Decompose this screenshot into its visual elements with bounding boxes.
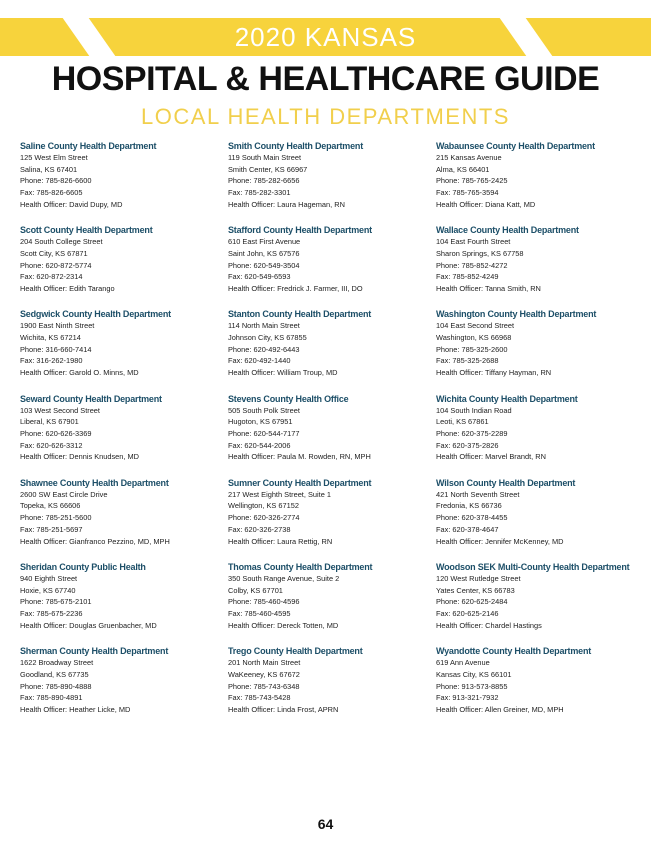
entry-fax: Fax: 785-890-4891 <box>20 693 83 703</box>
entry-city: Leoti, KS 67861 <box>436 417 489 427</box>
entry-health-officer: Health Officer: Laura Hageman, RN <box>228 199 345 209</box>
entry-health-officer: Health Officer: Dennis Knudsen, MD <box>20 452 139 462</box>
entry-address: 1622 Broadway Street <box>20 658 94 668</box>
entry-health-officer: Health Officer: David Dupy, MD <box>20 199 123 209</box>
entry-city: Goodland, KS 67735 <box>20 669 89 679</box>
section-subtitle: LOCAL HEALTH DEPARTMENTS <box>141 104 510 129</box>
department-name: Stafford County Health Department <box>228 225 372 236</box>
department-name: Stanton County Health Department <box>228 309 372 320</box>
entry-phone: Phone: 785-743-6348 <box>228 681 300 691</box>
department-entry <box>436 477 650 561</box>
entry-health-officer: Health Officer: Allen Greiner, MD, MPH <box>436 704 564 714</box>
entry-health-officer: Health Officer: Fredrick J. Farmer, III, DO <box>228 284 363 293</box>
entry-health-officer: Health Officer: Tiffany Hayman, RN <box>436 368 552 378</box>
entry-city: Topeka, KS 66606 <box>20 501 81 511</box>
entry-phone: Phone: 316-660-7414 <box>20 344 92 354</box>
department-name: Wyandotte County Health Department <box>436 646 592 657</box>
entry-fax: Fax: 620-375-2826 <box>436 440 499 450</box>
entry-city: Wellington, KS 67152 <box>228 501 299 511</box>
entry-fax: Fax: 620-492-1440 <box>228 356 291 366</box>
department-name: Stevens County Health Office <box>228 393 349 404</box>
entry-address: 114 North Main Street <box>228 321 300 331</box>
entry-phone: Phone: 620-375-2289 <box>436 428 508 438</box>
entry-address: 103 West Second Street <box>20 405 100 415</box>
entry-address: 125 West Elm Street <box>20 153 88 162</box>
department-name: Sheridan County Public Health <box>20 561 146 572</box>
entry-fax: Fax: 785-675-2236 <box>20 609 83 619</box>
entry-address: 120 West Rutledge Street <box>436 573 521 583</box>
entry-phone: Phone: 785-251-5600 <box>20 513 92 523</box>
entry-fax: Fax: 620-544-2006 <box>228 440 291 450</box>
department-entry <box>20 393 234 477</box>
entry-health-officer: Health Officer: Heather Licke, MD <box>20 704 131 714</box>
entry-phone: Phone: 785-460-4596 <box>228 597 300 607</box>
department-name: Smith County Health Department <box>228 141 364 151</box>
department-name: Sherman County Health Department <box>20 646 169 657</box>
entry-phone: Phone: 785-282-6656 <box>228 176 300 186</box>
department-name: Seward County Health Department <box>20 393 162 404</box>
entry-phone: Phone: 620-626-3369 <box>20 428 92 438</box>
entry-city: Hugoton, KS 67951 <box>228 417 293 427</box>
department-entry <box>228 645 442 729</box>
entry-address: 215 Kansas Avenue <box>436 153 502 162</box>
entry-city: WaKeeney, KS 67672 <box>228 669 300 679</box>
entry-fax: Fax: 913-321-7932 <box>436 693 499 703</box>
entry-fax: Fax: 620-326-2738 <box>228 524 291 534</box>
entry-health-officer: Health Officer: Tanna Smith, RN <box>436 284 541 293</box>
entry-phone: Phone: 913-573-8855 <box>436 681 508 691</box>
entry-health-officer: Health Officer: Jennifer McKenney, MD <box>436 536 564 546</box>
entry-address: 619 Ann Avenue <box>436 658 490 668</box>
entry-fax: Fax: 620-626-3312 <box>20 440 83 450</box>
department-name: Wallace County Health Department <box>436 225 579 236</box>
entry-address: 940 Eighth Street <box>20 573 78 583</box>
department-name: Sedgwick County Health Department <box>20 309 171 320</box>
entry-phone: Phone: 620-549-3504 <box>228 260 300 270</box>
entry-fax: Fax: 620-625-2146 <box>436 609 499 619</box>
entry-fax: Fax: 620-378-4647 <box>436 524 499 534</box>
department-entry <box>228 393 442 477</box>
department-entry <box>436 393 650 477</box>
department-name: Scott County Health Department <box>20 225 153 236</box>
entry-fax: Fax: 316-262-1980 <box>20 356 83 366</box>
entry-address: 104 East Second Street <box>436 321 515 331</box>
department-entry <box>228 308 442 392</box>
entry-phone: Phone: 620-326-2774 <box>228 513 300 523</box>
entry-phone: Phone: 620-872-5774 <box>20 260 92 270</box>
entry-address: 421 North Seventh Street <box>436 489 520 499</box>
entry-address: 119 South Main Street <box>228 153 301 162</box>
entry-fax: Fax: 785-325-2688 <box>436 356 499 366</box>
entry-fax: Fax: 785-282-3301 <box>228 188 291 198</box>
entry-fax: Fax: 785-826-6605 <box>20 188 83 198</box>
entry-fax: Fax: 785-765-3594 <box>436 188 499 198</box>
entry-address: 1900 East Ninth Street <box>20 321 95 331</box>
department-entry <box>20 561 234 645</box>
department-entry <box>228 477 442 561</box>
entry-city: Washington, KS 66968 <box>436 333 512 343</box>
entry-health-officer: Health Officer: William Troup, MD <box>228 368 338 378</box>
entry-health-officer: Health Officer: Diana Katt, MD <box>436 199 536 209</box>
entry-city: Sharon Springs, KS 67758 <box>436 248 524 258</box>
entry-fax: Fax: 785-251-5697 <box>20 524 83 534</box>
department-name: Thomas County Health Department <box>228 561 373 572</box>
department-entry <box>20 645 234 729</box>
entry-city: Wichita, KS 67214 <box>20 333 81 343</box>
department-entry <box>228 561 442 645</box>
entry-fax: Fax: 620-549-6593 <box>228 272 291 282</box>
entry-phone: Phone: 785-852-4272 <box>436 260 508 270</box>
entry-city: Yates Center, KS 66783 <box>436 585 515 595</box>
entry-health-officer: Health Officer: Garold O. Minns, MD <box>20 368 139 378</box>
entry-health-officer: Health Officer: Edith Tarango <box>20 284 115 293</box>
entry-city: Colby, KS 67701 <box>228 585 283 595</box>
department-entry <box>20 308 234 392</box>
page-title: HOSPITAL & HEALTHCARE GUIDE <box>51 60 600 98</box>
entry-phone: Phone: 785-890-4888 <box>20 681 92 691</box>
entry-address: 350 South Range Avenue, Suite 2 <box>228 573 340 583</box>
entry-phone: Phone: 620-378-4455 <box>436 513 508 523</box>
entry-address: 610 East First Avenue <box>228 237 301 247</box>
department-name: Trego County Health Department <box>228 646 363 657</box>
entry-address: 505 South Polk Street <box>228 405 300 415</box>
department-entry <box>228 140 442 224</box>
entry-health-officer: Health Officer: Laura Rettig, RN <box>228 536 333 546</box>
directory-column-2 <box>228 140 442 729</box>
entry-city: Liberal, KS 67901 <box>20 417 79 427</box>
department-name: Woodson SEK Multi-County Health Department <box>436 561 630 572</box>
department-entry <box>436 645 650 729</box>
entry-phone: Phone: 785-325-2600 <box>436 344 508 354</box>
page-number: 64 <box>317 816 334 832</box>
header-banner <box>0 18 651 56</box>
entry-city: Salina, KS 67401 <box>20 164 78 174</box>
entry-address: 204 South College Street <box>20 237 103 247</box>
entry-city: Fredonia, KS 66736 <box>436 501 502 511</box>
department-entry <box>436 224 650 308</box>
entry-health-officer: Health Officer: Chardel Hastings <box>436 620 542 630</box>
directory-column-3 <box>436 140 650 729</box>
entry-health-officer: Health Officer: Paula M. Rowden, RN, MPH <box>228 452 371 462</box>
entry-health-officer: Health Officer: Linda Frost, APRN <box>228 704 339 714</box>
entry-phone: Phone: 785-765-2425 <box>436 176 508 186</box>
entry-phone: Phone: 785-826-6600 <box>20 176 92 186</box>
entry-health-officer: Health Officer: Gianfranco Pezzino, MD, MPH <box>20 536 170 546</box>
department-name: Wichita County Health Department <box>436 393 578 404</box>
department-entry <box>20 224 234 308</box>
department-name: Sumner County Health Department <box>228 477 372 488</box>
entry-address: 104 East Fourth Street <box>436 237 511 247</box>
entry-health-officer: Health Officer: Marvel Brandt, RN <box>436 452 546 462</box>
department-name: Wabaunsee County Health Department <box>436 141 595 151</box>
department-name: Shawnee County Health Department <box>20 477 169 488</box>
entry-health-officer: Health Officer: Dereck Totten, MD <box>228 620 339 630</box>
entry-phone: Phone: 620-625-2484 <box>436 597 508 607</box>
entry-city: Scott City, KS 67871 <box>20 248 88 258</box>
entry-city: Johnson City, KS 67855 <box>228 333 307 343</box>
department-entry <box>20 477 234 561</box>
entry-city: Smith Center, KS 66967 <box>228 164 308 174</box>
department-name: Washington County Health Department <box>436 309 597 320</box>
department-name: Wilson County Health Department <box>436 477 576 488</box>
department-entry <box>436 308 650 392</box>
entry-phone: Phone: 620-544-7177 <box>228 428 300 438</box>
entry-city: Saint John, KS 67576 <box>228 248 300 258</box>
department-entry <box>20 140 234 224</box>
entry-phone: Phone: 785-675-2101 <box>20 597 92 607</box>
entry-address: 2600 SW East Circle Drive <box>20 489 108 499</box>
entry-phone: Phone: 620-492-6443 <box>228 344 300 354</box>
entry-address: 104 South Indian Road <box>436 405 512 415</box>
entry-city: Kansas City, KS 66101 <box>436 669 512 679</box>
entry-city: Alma, KS 66401 <box>436 164 490 174</box>
directory-column-1 <box>20 140 234 729</box>
department-entry <box>228 224 442 308</box>
entry-fax: Fax: 785-852-4249 <box>436 272 499 282</box>
entry-city: Hoxie, KS 67740 <box>20 585 76 595</box>
entry-fax: Fax: 620-872-2314 <box>20 272 83 282</box>
department-entry <box>436 561 650 645</box>
entry-address: 217 West Eighth Street, Suite 1 <box>228 489 331 499</box>
entry-health-officer: Health Officer: Douglas Gruenbacher, MD <box>20 620 157 630</box>
banner-title: 2020 KANSAS <box>234 22 417 52</box>
department-entry <box>436 140 650 224</box>
department-name: Saline County Health Department <box>20 141 157 151</box>
entry-fax: Fax: 785-743-5428 <box>228 693 291 703</box>
entry-address: 201 North Main Street <box>228 658 301 668</box>
entry-fax: Fax: 785-460-4595 <box>228 609 291 619</box>
